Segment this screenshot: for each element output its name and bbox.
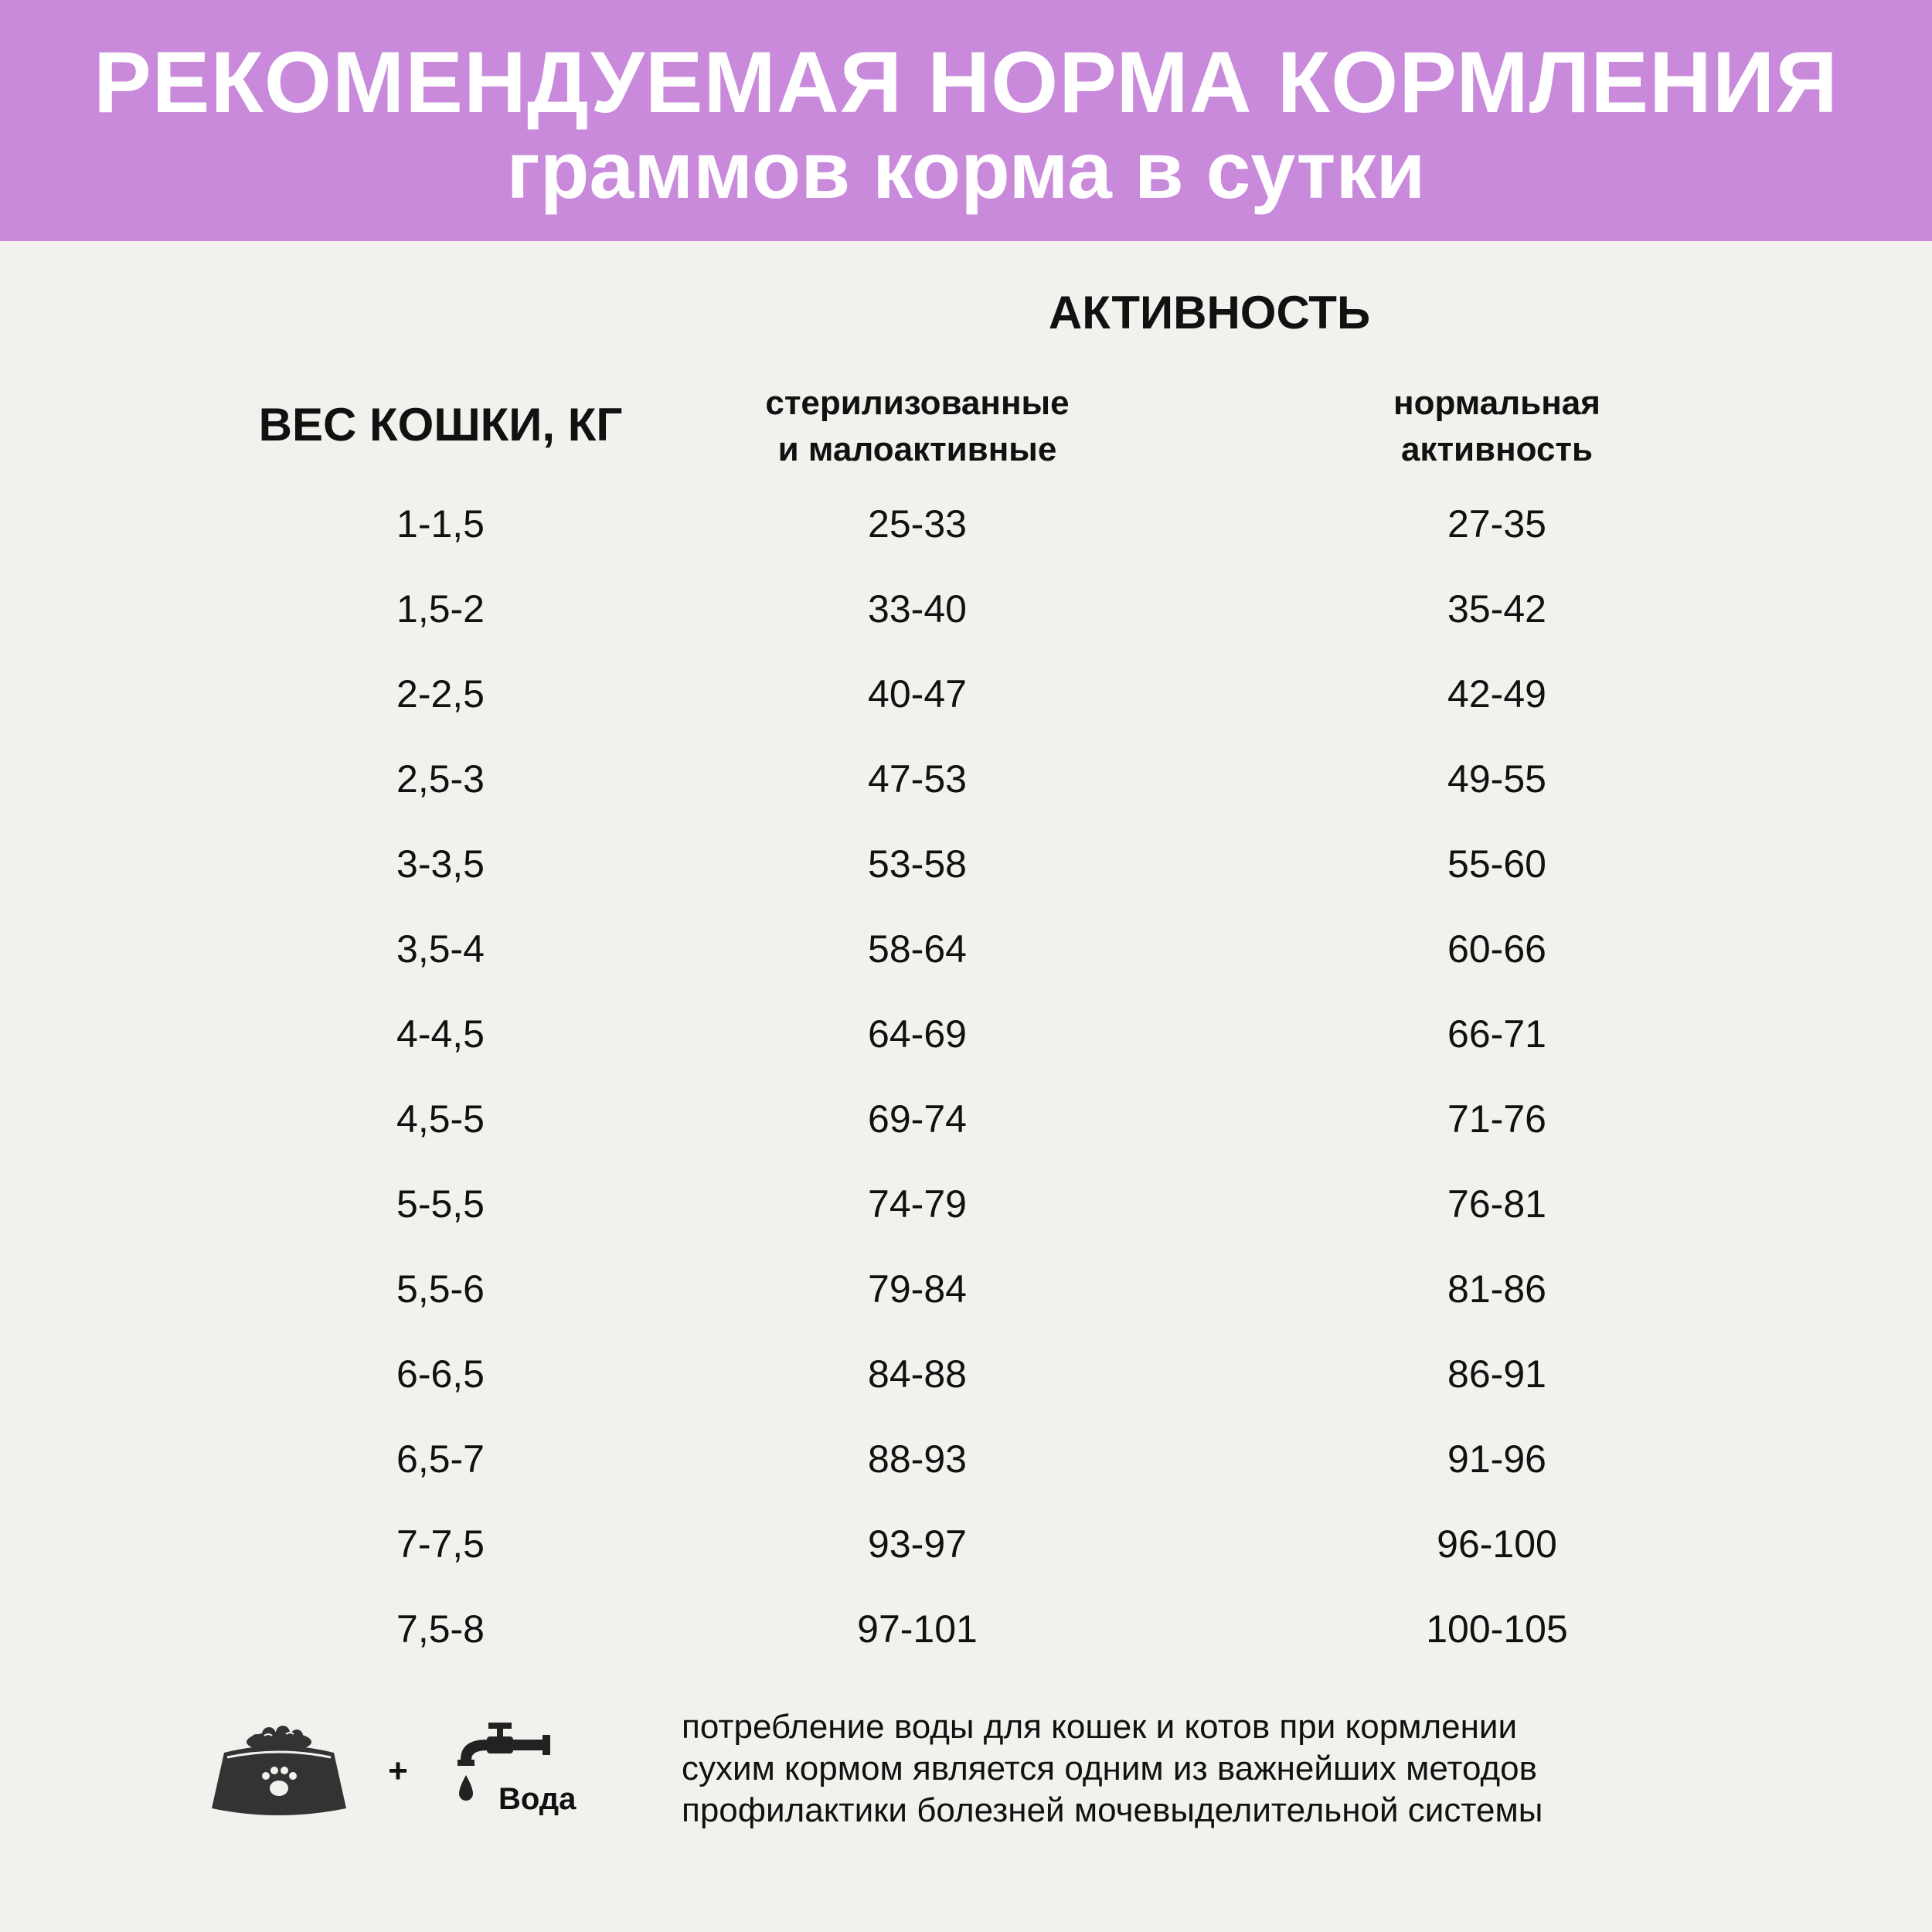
sterilized-cell: 69-74 (868, 1097, 967, 1141)
table-row (0, 1080, 1932, 1165)
weight-cell: 2-2,5 (396, 672, 485, 716)
weight-cell: 6,5-7 (396, 1437, 485, 1481)
page-subtitle: граммов корма в сутки (506, 126, 1426, 216)
water-note (682, 1706, 1887, 1832)
table-row (0, 1590, 1932, 1675)
table-row (0, 1505, 1932, 1590)
normal-cell: 91-96 (1447, 1437, 1546, 1481)
sterilized-cell: 33-40 (868, 587, 967, 631)
normal-cell: 100-105 (1426, 1607, 1568, 1651)
sterilized-header-line: и малоактивные (777, 430, 1057, 468)
table-row (0, 1165, 1932, 1250)
weight-cell: 4-4,5 (396, 1012, 485, 1056)
water-label: Вода (498, 1782, 577, 1816)
normal-cell: 71-76 (1447, 1097, 1546, 1141)
weight-cell: 4,5-5 (396, 1097, 485, 1141)
feeding-table (0, 485, 1932, 1675)
weight-cell: 5-5,5 (396, 1182, 485, 1226)
weight-cell: 1,5-2 (396, 587, 485, 631)
table-row (0, 570, 1932, 655)
weight-cell: 7,5-8 (396, 1607, 485, 1651)
weight-cell: 7-7,5 (396, 1522, 485, 1566)
normal-cell: 55-60 (1447, 842, 1546, 886)
normal-cell: 42-49 (1447, 672, 1546, 716)
water-note-line: профилактики болезней мочевыделительной системы (682, 1791, 1543, 1829)
normal-cell: 27-35 (1447, 502, 1546, 546)
sterilized-cell: 53-58 (868, 842, 967, 886)
sterilized-cell: 84-88 (868, 1352, 967, 1396)
table-row (0, 825, 1932, 910)
sterilized-cell: 64-69 (868, 1012, 967, 1056)
page-title: РЕКОМЕНДУЕМАЯ НОРМА КОРМЛЕНИЯ (94, 34, 1838, 131)
sterilized-cell: 88-93 (868, 1437, 967, 1481)
weight-column-header: ВЕС КОШКИ, КГ (258, 399, 623, 451)
sterilized-cell: 93-97 (868, 1522, 967, 1566)
sterilized-column-header (685, 380, 1149, 473)
sterilized-cell: 47-53 (868, 757, 967, 801)
table-row (0, 995, 1932, 1080)
sterilized-cell: 74-79 (868, 1182, 967, 1226)
table-row (0, 485, 1932, 570)
sterilized-header-line: стерилизованные (765, 384, 1070, 422)
plus-sign: + (388, 1752, 408, 1790)
weight-cell: 2,5-3 (396, 757, 485, 801)
table-row (0, 1335, 1932, 1420)
water-note-line: сухим кормом является одним из важнейших методов (682, 1750, 1538, 1787)
sterilized-cell: 58-64 (868, 927, 967, 971)
food-bowl-paw-icon (210, 1725, 348, 1818)
activity-group-header: АКТИВНОСТЬ (1048, 287, 1371, 338)
normal-cell: 96-100 (1437, 1522, 1557, 1566)
sterilized-cell: 25-33 (868, 502, 967, 546)
sterilized-cell: 97-101 (857, 1607, 978, 1651)
sterilized-cell: 40-47 (868, 672, 967, 716)
normal-cell: 35-42 (1447, 587, 1546, 631)
title-banner (0, 0, 1932, 241)
normal-cell: 49-55 (1447, 757, 1546, 801)
table-row (0, 1250, 1932, 1335)
normal-header-line: нормальная (1393, 384, 1600, 422)
normal-cell: 86-91 (1447, 1352, 1546, 1396)
weight-cell: 6-6,5 (396, 1352, 485, 1396)
weight-cell: 5,5-6 (396, 1267, 485, 1311)
table-row (0, 1420, 1932, 1505)
water-note-line: потребление воды для кошек и котов при кормлении (682, 1708, 1518, 1746)
table-row (0, 655, 1932, 740)
weight-cell: 3,5-4 (396, 927, 485, 971)
weight-cell: 1-1,5 (396, 502, 485, 546)
normal-cell: 66-71 (1447, 1012, 1546, 1056)
normal-cell: 81-86 (1447, 1267, 1546, 1311)
table-row (0, 910, 1932, 995)
normal-header-line: активность (1400, 430, 1594, 468)
normal-column-header (1265, 380, 1729, 473)
normal-cell: 76-81 (1447, 1182, 1546, 1226)
sterilized-cell: 79-84 (868, 1267, 967, 1311)
weight-cell: 3-3,5 (396, 842, 485, 886)
normal-cell: 60-66 (1447, 927, 1546, 971)
table-row (0, 740, 1932, 825)
